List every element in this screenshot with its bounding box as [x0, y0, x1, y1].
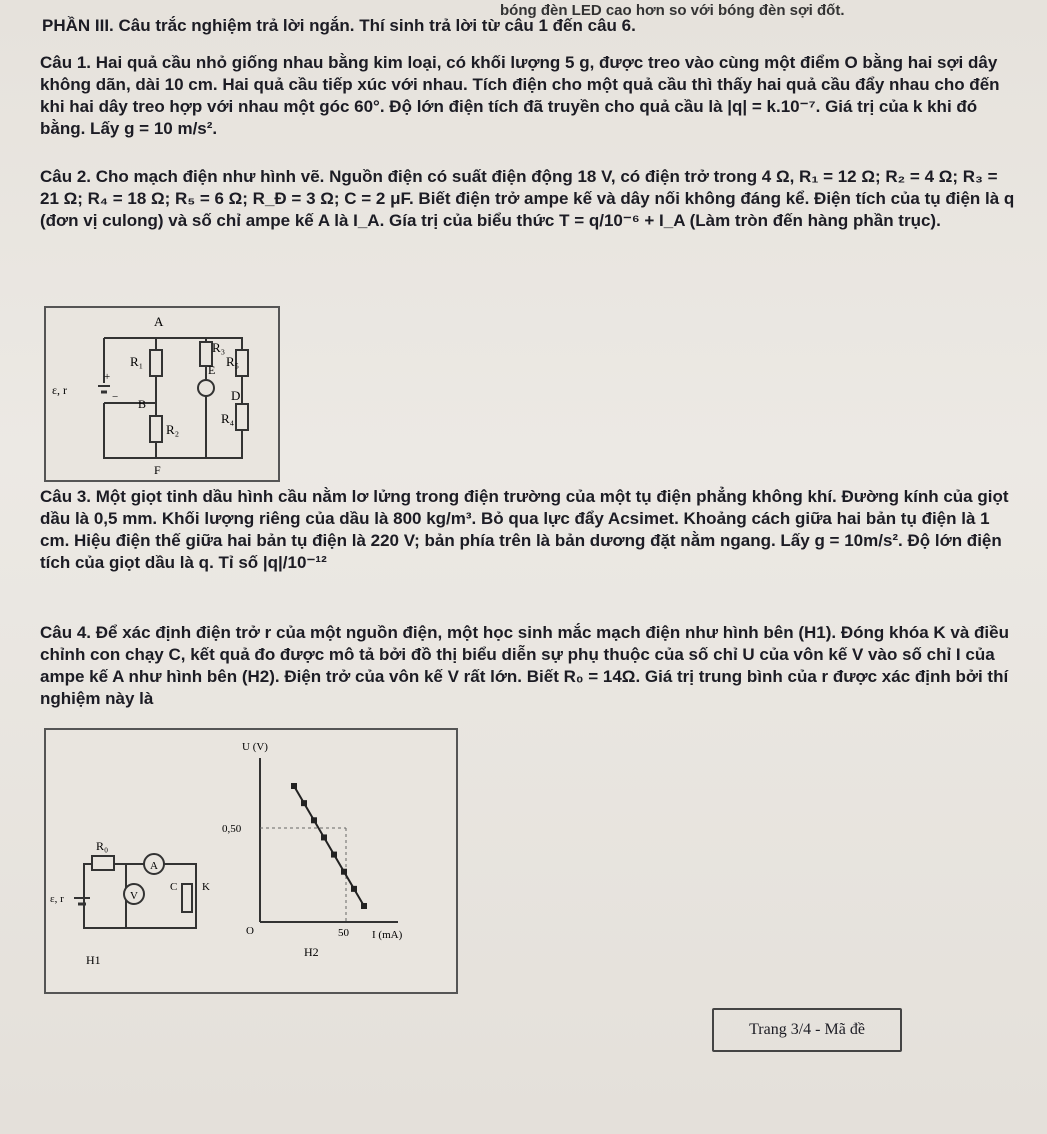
q4-label: Câu 4. — [40, 623, 92, 642]
q1-text: Hai quả cầu nhỏ giống nhau bằng kim loại, có khối lượng 5 g, được treo vào cùng một điểm O bằng hai sợi dây không dãn, dài 10 cm. Hai quả cầu tiếp xúc với nhau. Tích điện cho một quả cầu thì thấy hai quả cầu đẩy nhau cho đến khi hai dây treo hợp với nhau một góc 60°. Độ lớn điện tích đã truyền cho quả cầu là |q| = k.10⁻⁷. Giá trị của k khi đó bằng. Lấy g = 10 m/s². — [40, 53, 1000, 138]
label-plus: + — [104, 371, 111, 383]
part-title: PHẦN III. Câu trắc nghiệm trả lời ngắn. Thí sinh trả lời từ câu 1 đến câu 6. — [42, 16, 636, 35]
q4-text: Để xác định điện trở r của một nguồn điện, một học sinh mắc mạch điện như hình bên (H1). Đóng khóa K và điều chỉnh con chạy C, kết quả đo được mô tả bởi đồ thị biểu diễn sự phụ thuộc của số chỉ U của vôn kế V vào số chỉ I của ampe kế A như hình bên (H2). Điện trở của vôn kế V rất lớn. Biết R₀ = 14Ω. Giá trị trung bình của r được xác định bởi thí nghiệm này là — [40, 623, 1009, 708]
question-3 — [40, 486, 1017, 574]
data-point — [301, 800, 307, 806]
data-point — [321, 834, 327, 840]
data-point — [291, 783, 297, 789]
q2-text: Cho mạch điện như hình vẽ. Nguồn điện có suất điện động 18 V, có điện trở trong 4 Ω, R₁ = 12 Ω; R₂ = 4 Ω; R₃ = 21 Ω; R₄ = 18 Ω; R₅ = 6 Ω; R_Đ = 3 Ω; C = 2 μF. Biết điện trở ampe kế và dây nối không đáng kể. Điện tích của tụ điện là q (đơn vị culong) và số chỉ ampe kế A là I_A. Gía trị của biểu thức T = q/10⁻⁶ + I_A (Làm tròn đến hàng phần trục). — [40, 167, 1015, 230]
circuit-figure-1 — [44, 306, 280, 482]
origin-label: O — [246, 925, 254, 937]
q1-label: Câu 1. — [40, 53, 92, 72]
q3-text: Một giọt tinh dầu hình cầu nằm lơ lửng trong điện trường của một tụ điện phẳng không khí. Đường kính của giọt dầu là 0,5 mm. Khối lượng riêng của dầu là 800 kg/m³. Bỏ qua lực đẩy Acsimet. Khoảng cách giữa hai bản tụ điện là 1 cm. Hiệu điện thế giữa hai bản tụ điện là 220 V; bản phía trên là bản dương đặt nằm ngang. Lấy g = 10m/s². Độ lớn điện tích của giọt dầu là q. Tỉ số |q|/10⁻¹² — [40, 487, 1009, 572]
data-point — [341, 869, 347, 875]
label-h2: H2 — [304, 945, 319, 959]
resistor-r1 — [150, 350, 162, 376]
label-voltmeter: V — [130, 890, 138, 902]
label-b: B — [138, 397, 147, 411]
label-h1: H1 — [86, 953, 101, 967]
data-point — [351, 886, 357, 892]
data-point — [331, 852, 337, 858]
u-tick-label: 0,50 — [222, 823, 242, 835]
label-r5: R₅ — [226, 354, 240, 369]
label-minus: − — [112, 391, 119, 403]
q2-label: Câu 2. — [40, 167, 92, 186]
label-emf: ε, r — [52, 383, 68, 397]
experiment-diagram — [46, 730, 456, 992]
resistor-r4 — [236, 404, 248, 430]
data-point — [311, 817, 317, 823]
i-axis-label: I (mA) — [372, 929, 403, 941]
circuit-diagram — [46, 308, 278, 480]
label-r0: R₀ — [96, 839, 109, 853]
label-c: C — [170, 881, 178, 893]
label-a: A — [154, 314, 164, 329]
page-footer: Trang 3/4 - Mã đề — [712, 1008, 902, 1052]
lamp-d — [198, 380, 214, 396]
label-r2: R₂ — [166, 422, 180, 437]
u-axis-label: U (V) — [242, 741, 268, 753]
question-4 — [40, 622, 1017, 710]
label-e: E — [208, 363, 216, 377]
label-r1: R₁ — [130, 354, 144, 369]
q3-label: Câu 3. — [40, 487, 92, 506]
label-k: K — [202, 881, 210, 893]
label-source: ε, r — [50, 893, 64, 905]
question-2 — [40, 166, 1017, 232]
label-f: F — [154, 463, 161, 477]
experiment-figure — [44, 728, 458, 994]
data-point — [361, 903, 367, 909]
question-1 — [40, 52, 1017, 140]
i-tick-label: 50 — [338, 927, 349, 939]
rheostat — [182, 884, 192, 912]
label-ammeter: A — [150, 860, 158, 872]
label-d: D — [231, 388, 241, 403]
resistor-r2 — [150, 416, 162, 442]
resistor-r0 — [92, 856, 114, 870]
label-r4: R₄ — [221, 411, 235, 426]
label-r3: R₃ — [212, 340, 226, 355]
header-fragment: bóng đèn LED cao hơn so với bóng đèn sợi đốt. — [500, 2, 845, 19]
